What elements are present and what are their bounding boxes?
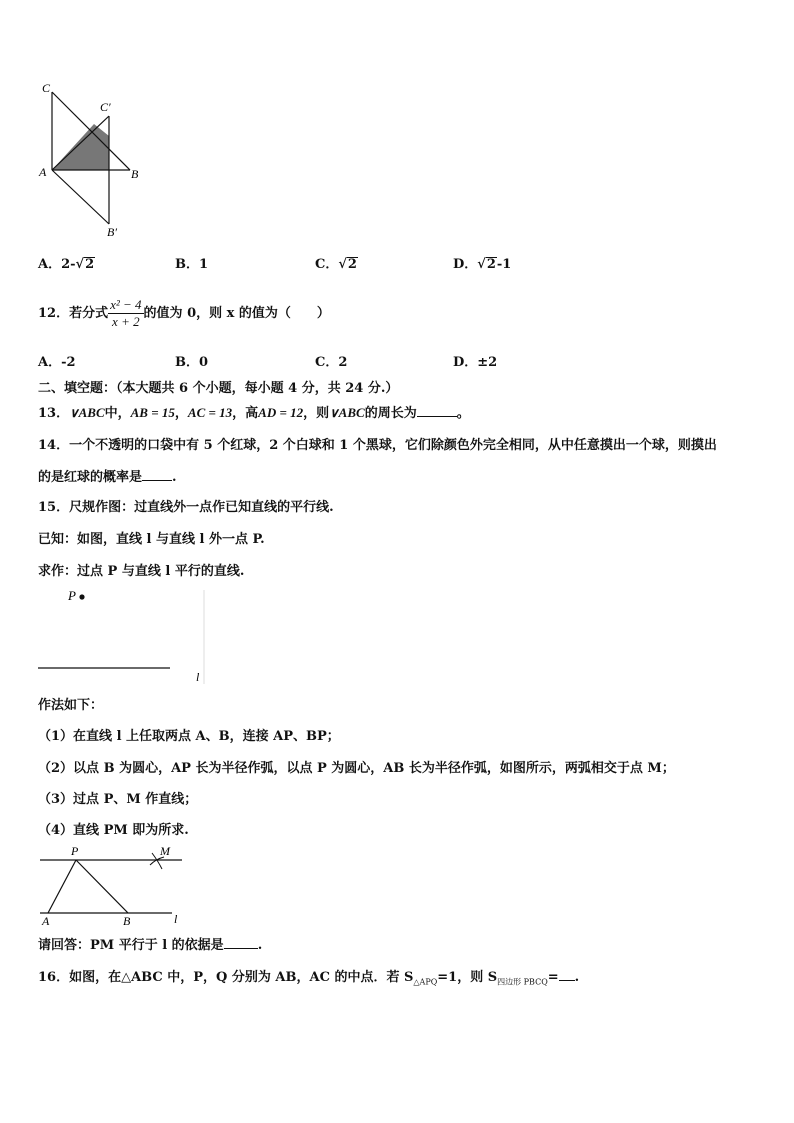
area-subscript: △APQ — [413, 977, 438, 987]
segment-bp — [76, 860, 128, 913]
label-c: C — [42, 81, 51, 95]
q13-stem — [38, 404, 470, 423]
q11-option-d: D．√2-1 — [453, 257, 512, 272]
q13-text: ，高 — [232, 406, 259, 421]
answer-blank[interactable] — [559, 968, 575, 981]
label-a: A — [39, 165, 47, 179]
segment-ab-prime — [52, 170, 109, 224]
q15-step4: （4）直线 PM 即为所求. — [38, 823, 189, 838]
q13-text: ， — [174, 406, 188, 421]
q13-end: 。 — [456, 406, 470, 421]
q15-find: 求作：过点 P 与直线 l 平行的直线. — [38, 564, 245, 579]
q12-option-c: C．2 — [315, 355, 348, 370]
option-letter: D． — [453, 257, 478, 272]
q16-end: . — [574, 970, 580, 985]
q14-end: . — [172, 470, 177, 485]
section-title: 二、填空题：（本大题共 6 个小题，每小题 4 分，共 24 分.） — [38, 381, 399, 396]
q11-option-a: A．2-√2 — [38, 257, 95, 272]
q13-text: ，则 — [303, 406, 330, 421]
label-b-prime: B′ — [107, 225, 117, 239]
fraction-denominator: x + 2 — [112, 314, 140, 329]
point-line-figure — [36, 588, 208, 686]
q15-answer-text: 请回答：PM 平行于 l 的依据是 — [38, 938, 224, 953]
label-c-prime: C′ — [100, 100, 111, 114]
q13-text: 中， — [104, 406, 131, 421]
q12-stem — [38, 296, 330, 332]
q12-option-d: D．±2 — [453, 355, 498, 370]
label-p: P — [68, 588, 76, 603]
triangle-rotation-figure — [36, 78, 146, 240]
q15-step2: （2）以点 B 为圆心，AP 长为半径作弧，以点 P 为圆心，AB 长为半径作弧，如图所示，两弧相交于点 M； — [38, 761, 675, 776]
q15-answer-end: . — [257, 938, 263, 953]
q15-given: 已知：如图，直线 l 与直线 l 外一点 P. — [38, 532, 265, 547]
label-m: M — [160, 844, 170, 858]
shaded-overlap-region — [52, 124, 109, 170]
q12-prefix: 12．若分式 — [38, 306, 109, 321]
triangle-symbol: ∨ABC — [329, 405, 365, 420]
fraction — [108, 297, 143, 330]
q16-text: =1，则 S — [437, 970, 498, 985]
q14-line1: 14．一个不透明的口袋中有 5 个红球，2 个白球和 1 个黑球，它们除颜色外完全相同，从中任意摸出一个球，则摸出 — [38, 438, 717, 453]
q16-stem — [38, 968, 579, 992]
radicand: 2 — [85, 257, 95, 272]
radicand: 2 — [347, 257, 357, 272]
q15-answer — [38, 936, 262, 955]
radicand: 2 — [486, 257, 496, 272]
q15-step3: （3）过点 P、M 作直线； — [38, 792, 198, 807]
side-ac: AC = 13 — [187, 405, 233, 420]
q12-option-a: A．-2 — [38, 355, 76, 370]
q15-title: 15．尺规作图：过直线外一点作已知直线的平行线. — [38, 500, 334, 515]
label-b: B — [123, 914, 131, 927]
q14-line2 — [38, 468, 177, 487]
label-l: l — [196, 670, 200, 684]
label-a: A — [42, 914, 50, 927]
parallel-construction-figure — [36, 843, 186, 927]
q12-option-b: B．0 — [175, 355, 209, 370]
q15-step1: （1）在直线 l 上任取两点 A、B，连接 AP、BP； — [38, 729, 340, 744]
fraction-numerator: x² − 4 — [110, 297, 142, 312]
q11-option-b — [175, 256, 208, 274]
q16-text: = — [547, 970, 559, 985]
option-suffix: -1 — [496, 257, 512, 272]
answer-blank[interactable] — [417, 404, 457, 417]
q12-suffix: 的值为 0，则 x 的值为（ ） — [143, 306, 330, 321]
q16-text: 16．如图，在△ABC 中，P，Q 分别为 AB，AC 的中点．若 S — [38, 970, 414, 985]
label-p: P — [71, 844, 79, 858]
label-l: l — [174, 912, 178, 926]
option-value: 1 — [199, 257, 209, 272]
q11-option-c: C．√2 — [315, 257, 357, 272]
side-ab: AB = 15 — [130, 405, 175, 420]
q15-method: 作法如下： — [38, 698, 104, 713]
option-letter: A． — [38, 257, 62, 272]
option-letter: C． — [315, 257, 339, 272]
triangle-symbol: ∨ABC — [69, 405, 105, 420]
area-subscript: 四边形 PBCQ — [497, 977, 548, 987]
option-value: 2- — [61, 257, 76, 272]
height-ad: AD = 12 — [258, 405, 304, 420]
answer-blank[interactable] — [142, 468, 172, 481]
option-letter: B． — [175, 257, 199, 272]
q14-text: 的是红球的概率是 — [38, 470, 143, 485]
answer-blank[interactable] — [224, 936, 258, 949]
label-b: B — [131, 167, 139, 181]
q13-number: 13． — [38, 406, 70, 421]
point-p — [79, 594, 84, 599]
segment-ap — [48, 860, 76, 913]
q13-text: 的周长为 — [364, 406, 417, 421]
